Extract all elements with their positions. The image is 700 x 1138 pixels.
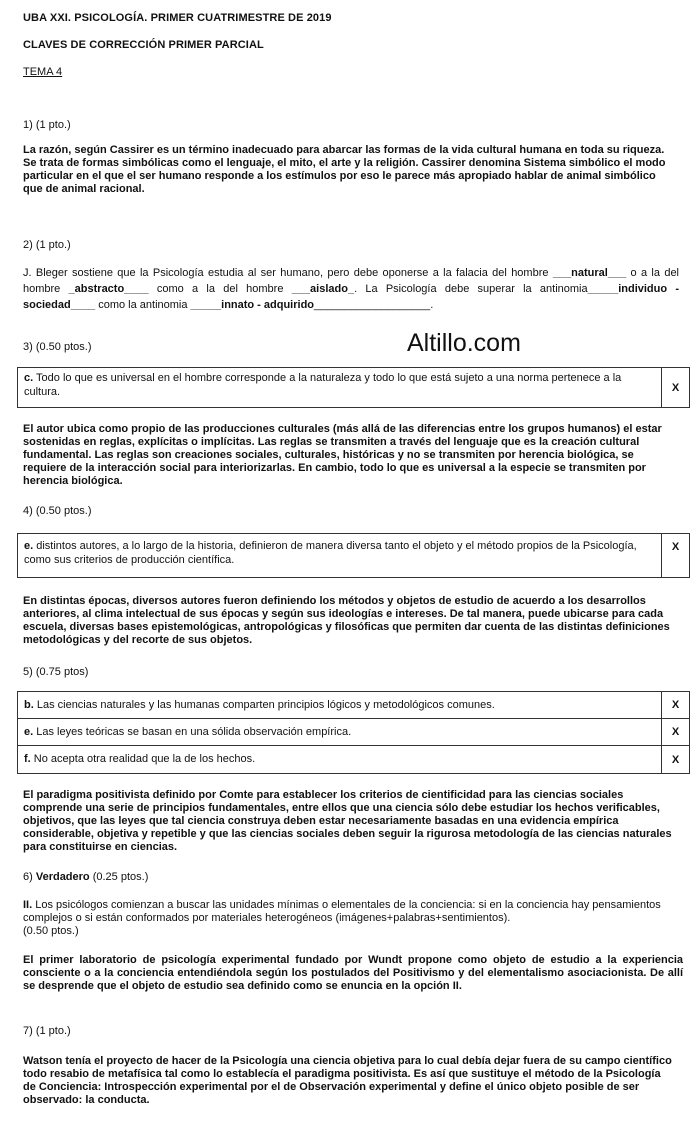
question-6-option	[23, 899, 679, 938]
q3-option-letter: c.	[24, 372, 34, 384]
q2-blank-1: ___natural___	[552, 267, 627, 279]
q5-option-cell	[18, 746, 662, 773]
q2-text-2: o a la del hombre	[23, 267, 680, 295]
q5-option-letter: f.	[24, 753, 31, 765]
watermark: Altillo.com	[407, 329, 521, 357]
q6-option-text: Los psicólogos comienzan a buscar las unidades mínimas o elementales de la conciencia: si en la conciencia hay pensamientos complejos o si están conformados por materiales heterogéneos (imágenes+palabras+sentimientos).	[23, 899, 661, 924]
question-6-label	[23, 871, 148, 883]
q5-option-cell	[18, 719, 662, 745]
q4-mark: X	[671, 541, 680, 553]
question-3-answer: El autor ubica como propio de las producciones culturales (más allá de las diferencias entre los grupos humanos) el estar sostenidas en reglas, explícitas o implícitas. Las reglas se transmiten a través del lenguaje que es la creación cultural fundamental. Las reglas son creaciones sociales, culturales, históricas y no se transmiten por herencia biológica, se requiere de la interacción social para interiorizarlas. En cambio, todo lo que es universal a la especie se transmiten por herencia biológica.	[23, 423, 662, 487]
question-4-option-row	[17, 533, 690, 578]
q4-option-cell	[18, 534, 662, 577]
tema-label: TEMA 4	[23, 66, 63, 78]
q2-text-3: como a la del hombre	[148, 283, 292, 295]
q6-label-number: 6)	[23, 871, 36, 883]
q5-option-row	[17, 719, 690, 746]
q2-text-5: como la antinomia	[95, 299, 191, 311]
question-7-answer: Watson tenía el proyecto de hacer de la Psicología una ciencia objetiva para lo cual debía dejar fuera de su campo científico todo resabio de metafísica tal como lo establecía el paradigma positivista. Es así que sustituye el método de la Psicología de Conciencia: Introspección experimental por el de Observación experimental y define el único objeto posible de ser observado: la conducta.	[23, 1055, 672, 1106]
q4-option-text: distintos autores, a lo largo de la historia, definieron de manera diversa tanto el objeto y el método propios de la Psicología, como sus criterios de producción científica.	[24, 540, 637, 566]
q2-text-1: J. Bleger sostiene que la Psicología estudia al ser humano, pero debe oponerse a la falacia del hombre	[23, 267, 553, 279]
q2-blank-2: _abstracto____	[68, 283, 149, 295]
question-5-label: 5) (0.75 ptos)	[23, 666, 89, 678]
q4-option-letter: e.	[24, 540, 34, 552]
question-4-answer: En distintas épocas, diversos autores fueron definiendo los métodos y objetos de estudio de acuerdo a los desarrollos anteriores, al clima intelectual de sus épocas y según sus ideologías e intereses. De tal manera, puede ubicarse para cada escuela, diversas bases epistemológicas, antropológicas y filosóficas que permiten dar cuenta de las distintas definiciones metodológicas y del recorte de sus objetos.	[23, 595, 670, 646]
q6-label-verdadero: Verdadero	[35, 871, 90, 883]
q5-option-text: Las ciencias naturales y las humanas comparten principios lógicos y metodológicos comunes.	[33, 699, 495, 711]
question-2-statement	[23, 265, 679, 313]
question-1-label: 1) (1 pto.)	[23, 119, 71, 131]
q2-text-4: . La Psicología debe superar la antinomia	[354, 283, 588, 295]
header-subtitle: CLAVES DE CORRECCIÓN PRIMER PARCIAL	[23, 39, 264, 51]
q3-mark: X	[671, 381, 680, 394]
q5-option-cell	[18, 692, 662, 718]
q6-label-points: (0.25 ptos.)	[89, 871, 149, 883]
question-7-label: 7) (1 pto.)	[23, 1025, 71, 1037]
q2-blank-4: _____individuo - sociedad____	[23, 283, 679, 311]
q2-text-6: ___________________.	[314, 299, 434, 311]
q5-option-row	[17, 691, 690, 719]
q3-option-text: Todo lo que es universal en el hombre corresponde a la naturaleza y todo lo que está sujeto a una norma pertenece a la cultura.	[24, 372, 622, 398]
q5-option-text: Las leyes teóricas se basan en una sólida observación empírica.	[33, 726, 352, 738]
q5-option-mark: X	[671, 699, 680, 711]
q5-option-text: No acepta otra realidad que la de los hechos.	[30, 753, 256, 765]
q2-blank-5: _____innato - adquirido	[190, 299, 315, 311]
q5-option-letter: e.	[24, 726, 34, 738]
question-3-option-row	[17, 367, 690, 408]
header-title: UBA XXI. PSICOLOGÍA. PRIMER CUATRIMESTRE DE 2019	[23, 12, 332, 24]
q2-blank-3: ___aislado_	[291, 283, 355, 295]
question-1-answer: La razón, según Cassirer es un término inadecuado para abarcar las formas de la vida cultural humana en toda su riqueza. Se trata de formas simbólicas como el lenguaje, el mito, el arte y la religión. Cassirer denomina Sistema simbólico el modo particular en el que el ser humano responde a los estímulos por eso le parece más apropiado hablar de animal simbólico que de animal racional.	[23, 144, 666, 195]
q3-option-cell	[18, 368, 662, 407]
question-5-answer: El paradigma positivista definido por Comte para establecer los criterios de cientificidad para las ciencias sociales comprende una serie de principios fundamentales, entre ellos que una ciencia sólo debe estudiar los hechos verificables, objetivos, que las leyes que tal ciencia construya deben estar necesariamente basadas en una evidencia empírica considerable, objetiva y repetible y que las ciencias sociales deben seguir la rigurosa metodología de las ciencias naturales para constituirse en ciencias.	[23, 789, 672, 853]
question-3-label: 3) (0.50 ptos.)	[23, 341, 92, 353]
question-6-answer: El primer laboratorio de psicología experimental fundado por Wundt propone como objeto de estudio a la experiencia consciente o a la conciencia entendiéndola según los postulados del Positivismo y del elementalismo asociacionista. De allí se desprende que el objeto de estudio sea definido como se enuncia en la opción II.	[23, 954, 683, 992]
q5-option-row	[17, 746, 690, 774]
q6-option-points: (0.50 ptos.)	[23, 925, 79, 937]
q5-option-mark: X	[671, 753, 680, 766]
question-4-label: 4) (0.50 ptos.)	[23, 505, 92, 517]
q5-option-letter: b.	[24, 699, 34, 711]
q5-option-mark: X	[671, 726, 680, 738]
q6-option-letter: II.	[23, 899, 33, 911]
question-2-label: 2) (1 pto.)	[23, 239, 71, 251]
